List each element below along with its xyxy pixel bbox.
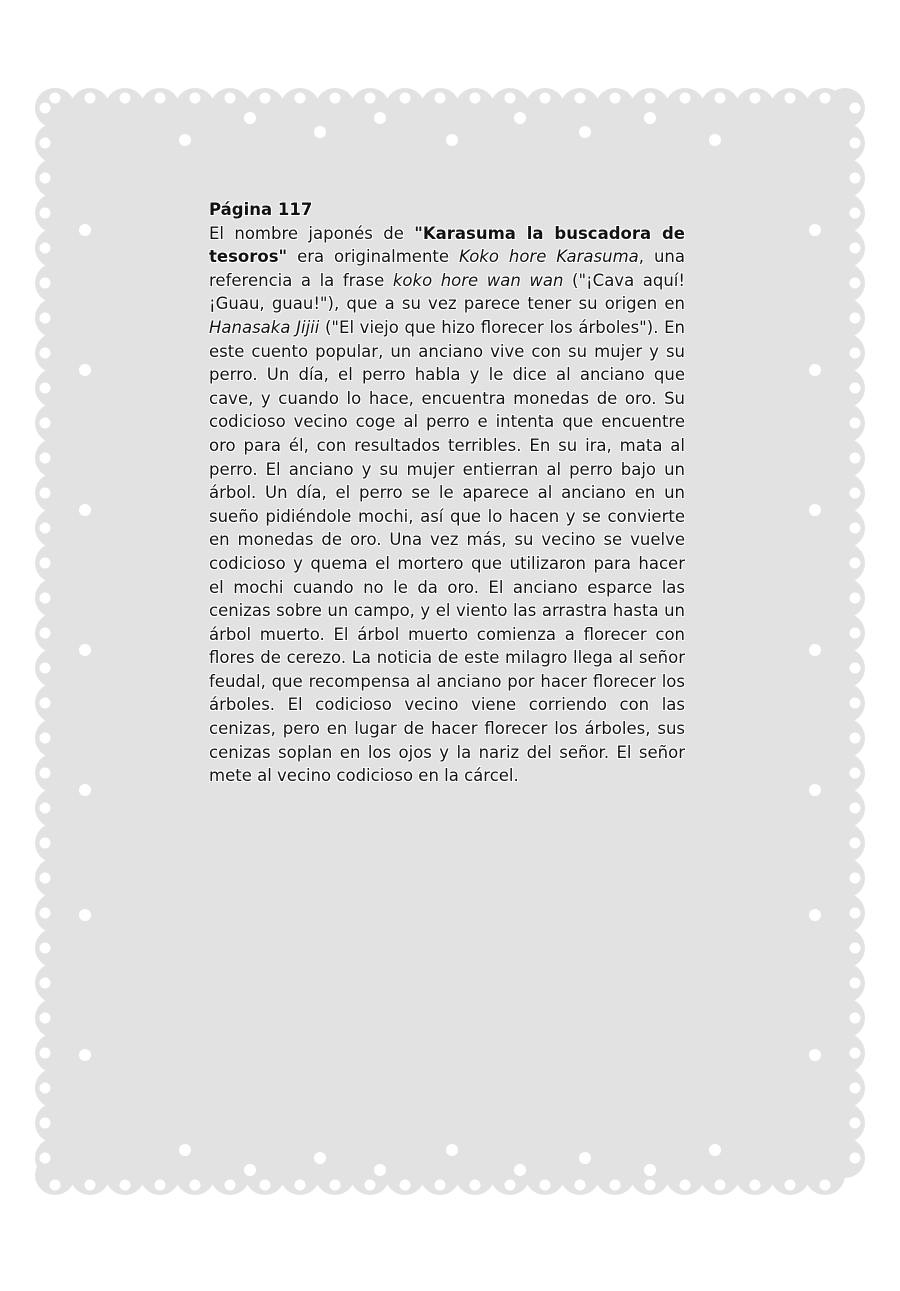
eyelet-dot [850,873,861,884]
accent-dot [514,112,526,124]
accent-dot [79,364,91,376]
eyelet-dot [505,93,516,104]
accent-dot [446,1144,458,1156]
eyelet-dot [400,93,411,104]
accent-dot [244,112,256,124]
eyelet-dot [40,558,51,569]
eyelet-dot [470,93,481,104]
paragraph-run: koko hore wan wan [392,270,564,290]
eyelet-dot [40,243,51,254]
eyelet-dot [40,768,51,779]
eyelet-dot [850,663,861,674]
paragraph-run: ("El viejo que hizo florecer los árboles"). En este cuento popular, un anciano vive con su mujer y su perro. Un día, el perro habla y le dice al anciano que cave, y cuando lo hace, encuentra monedas de oro. Su codicioso vecino coge al perro e intenta que encuentre oro para él, con resultados terribles. En su ira, mata al perro. El anciano y su mujer entierran al perro bajo un árbol. Un día, el perro se le aparece al anciano en un sueño pidiéndole mochi, así que lo hacen y se convierte en monedas de oro. Una vez más, su vecino se vuelve codicioso y quema el mortero que utilizaron para hacer el mochi cuando no le da oro. El anciano esparce las cenizas sobre un campo, y el viento las arrastra hasta un árbol muerto. El árbol muerto comienza a florecer con flores de cerezo. La noticia de este milagro llega al señor feudal, que recompensa al anciano por hacer florecer los árboles. El codicioso vecino viene corriendo con las cenizas, pero en lugar de hacer florecer los árboles, sus cenizas soplan en los ojos y la nariz del señor. El señor mete al vecino codicioso en la cárcel. [209,317,685,786]
eyelet-dot [190,1180,201,1191]
eyelet-dot [40,173,51,184]
eyelet-dot [505,1180,516,1191]
eyelet-dot [40,1083,51,1094]
accent-dot [709,1144,721,1156]
eyelet-dot [40,1048,51,1059]
eyelet-dot [330,93,341,104]
eyelet-dot [575,1180,586,1191]
eyelet-dot [540,1180,551,1191]
eyelet-dot [435,93,446,104]
eyelet-dot [850,103,861,114]
accent-dot [809,784,821,796]
eyelet-dot [295,93,306,104]
eyelet-dot [820,1180,831,1191]
eyelet-dot [40,348,51,359]
accent-dot [644,112,656,124]
eyelet-dot [260,1180,271,1191]
eyelet-dot [85,93,96,104]
eyelet-dot [645,93,656,104]
eyelet-dot [40,313,51,324]
accent-dot [179,134,191,146]
eyelet-dot [850,1153,861,1164]
eyelet-dot [850,453,861,464]
eyelet-dot [40,103,51,114]
eyelet-dot [715,93,726,104]
eyelet-dot [470,1180,481,1191]
accent-dot [809,224,821,236]
eyelet-dot [850,593,861,604]
eyelet-dot [85,1180,96,1191]
accent-dot [179,1144,191,1156]
eyelet-dot [50,93,61,104]
eyelet-dot [225,1180,236,1191]
paragraph-run: ("¡Cava aquí! ¡Guau, guau!"), que a su vez parece tener su origen en [209,270,685,314]
accent-dot [79,909,91,921]
accent-dot [374,1164,386,1176]
eyelet-dot [850,908,861,919]
eyelet-dot [40,873,51,884]
eyelet-dot [40,663,51,674]
accent-dot [644,1164,656,1176]
accent-dot [79,644,91,656]
eyelet-dot [40,733,51,744]
eyelet-dot [295,1180,306,1191]
paragraph-run: era originalmente [287,247,459,267]
note-text-block [209,198,685,788]
eyelet-dot [40,1153,51,1164]
eyelet-dot [850,768,861,779]
eyelet-dot [400,1180,411,1191]
eyelet-dot [40,418,51,429]
eyelet-dot [850,943,861,954]
eyelet-dot [40,1118,51,1129]
eyelet-dot [365,1180,376,1191]
eyelet-dot [850,383,861,394]
eyelet-dot [40,383,51,394]
eyelet-dot [365,93,376,104]
eyelet-dot [850,138,861,149]
eyelet-dot [120,93,131,104]
eyelet-dot [850,978,861,989]
accent-dot [314,126,326,138]
eyelet-dot [540,93,551,104]
eyelet-dot [680,1180,691,1191]
eyelet-dot [260,93,271,104]
accent-dot [809,909,821,921]
accent-dot [579,126,591,138]
eyelet-dot [850,803,861,814]
eyelet-dot [40,523,51,534]
eyelet-dot [850,523,861,534]
accent-dot [79,1049,91,1061]
accent-dot [709,134,721,146]
accent-dot [374,112,386,124]
accent-dot [79,504,91,516]
eyelet-dot [575,93,586,104]
eyelet-dot [40,803,51,814]
eyelet-dot [155,1180,166,1191]
accent-dot [809,1049,821,1061]
eyelet-dot [610,1180,621,1191]
eyelet-dot [120,1180,131,1191]
eyelet-dot [40,943,51,954]
eyelet-dot [155,93,166,104]
eyelet-dot [850,1048,861,1059]
eyelet-dot [680,93,691,104]
eyelet-dot [40,698,51,709]
eyelet-dot [820,93,831,104]
eyelet-dot [850,488,861,499]
eyelet-dot [785,93,796,104]
eyelet-dot [850,208,861,219]
eyelet-dot [850,733,861,744]
eyelet-dot [850,698,861,709]
eyelet-dot [330,1180,341,1191]
eyelet-dot [850,1083,861,1094]
eyelet-dot [40,488,51,499]
accent-dot [79,224,91,236]
paragraph-run: Koko hore Karasuma [458,247,639,267]
note-paragraph [209,222,685,788]
eyelet-dot [850,348,861,359]
accent-dot [809,644,821,656]
eyelet-dot [610,93,621,104]
eyelet-dot [40,593,51,604]
accent-dot [579,1152,591,1164]
accent-dot [314,1152,326,1164]
eyelet-dot [715,1180,726,1191]
accent-dot [446,134,458,146]
eyelet-dot [50,1180,61,1191]
eyelet-dot [850,173,861,184]
eyelet-dot [40,1013,51,1024]
eyelet-dot [40,838,51,849]
eyelet-dot [785,1180,796,1191]
eyelet-dot [40,908,51,919]
paragraph-run: El nombre japonés de [209,223,415,243]
page-heading: Página 117 [209,200,313,219]
eyelet-dot [645,1180,656,1191]
eyelet-dot [225,93,236,104]
eyelet-dot [850,418,861,429]
paragraph-run: "Karasuma la buscadora de tesoros" [209,223,686,267]
accent-dot [809,364,821,376]
eyelet-dot [190,93,201,104]
eyelet-dot [850,278,861,289]
eyelet-dot [40,138,51,149]
eyelet-dot [850,838,861,849]
eyelet-dot [850,1118,861,1129]
paragraph-run: , una referencia a la frase [209,247,685,290]
eyelet-dot [850,558,861,569]
eyelet-dot [40,628,51,639]
eyelet-dot [850,243,861,254]
accent-dot [79,784,91,796]
eyelet-dot [850,1013,861,1024]
accent-dot [244,1164,256,1176]
eyelet-dot [435,1180,446,1191]
eyelet-dot [40,208,51,219]
eyelet-dot [750,93,761,104]
eyelet-dot [40,978,51,989]
eyelet-dot [850,628,861,639]
eyelet-dot [40,278,51,289]
eyelet-dot [40,453,51,464]
accent-dot [514,1164,526,1176]
eyelet-dot [850,313,861,324]
eyelet-dot [750,1180,761,1191]
paragraph-run: Hanasaka Jijii [209,317,320,337]
accent-dot [809,504,821,516]
